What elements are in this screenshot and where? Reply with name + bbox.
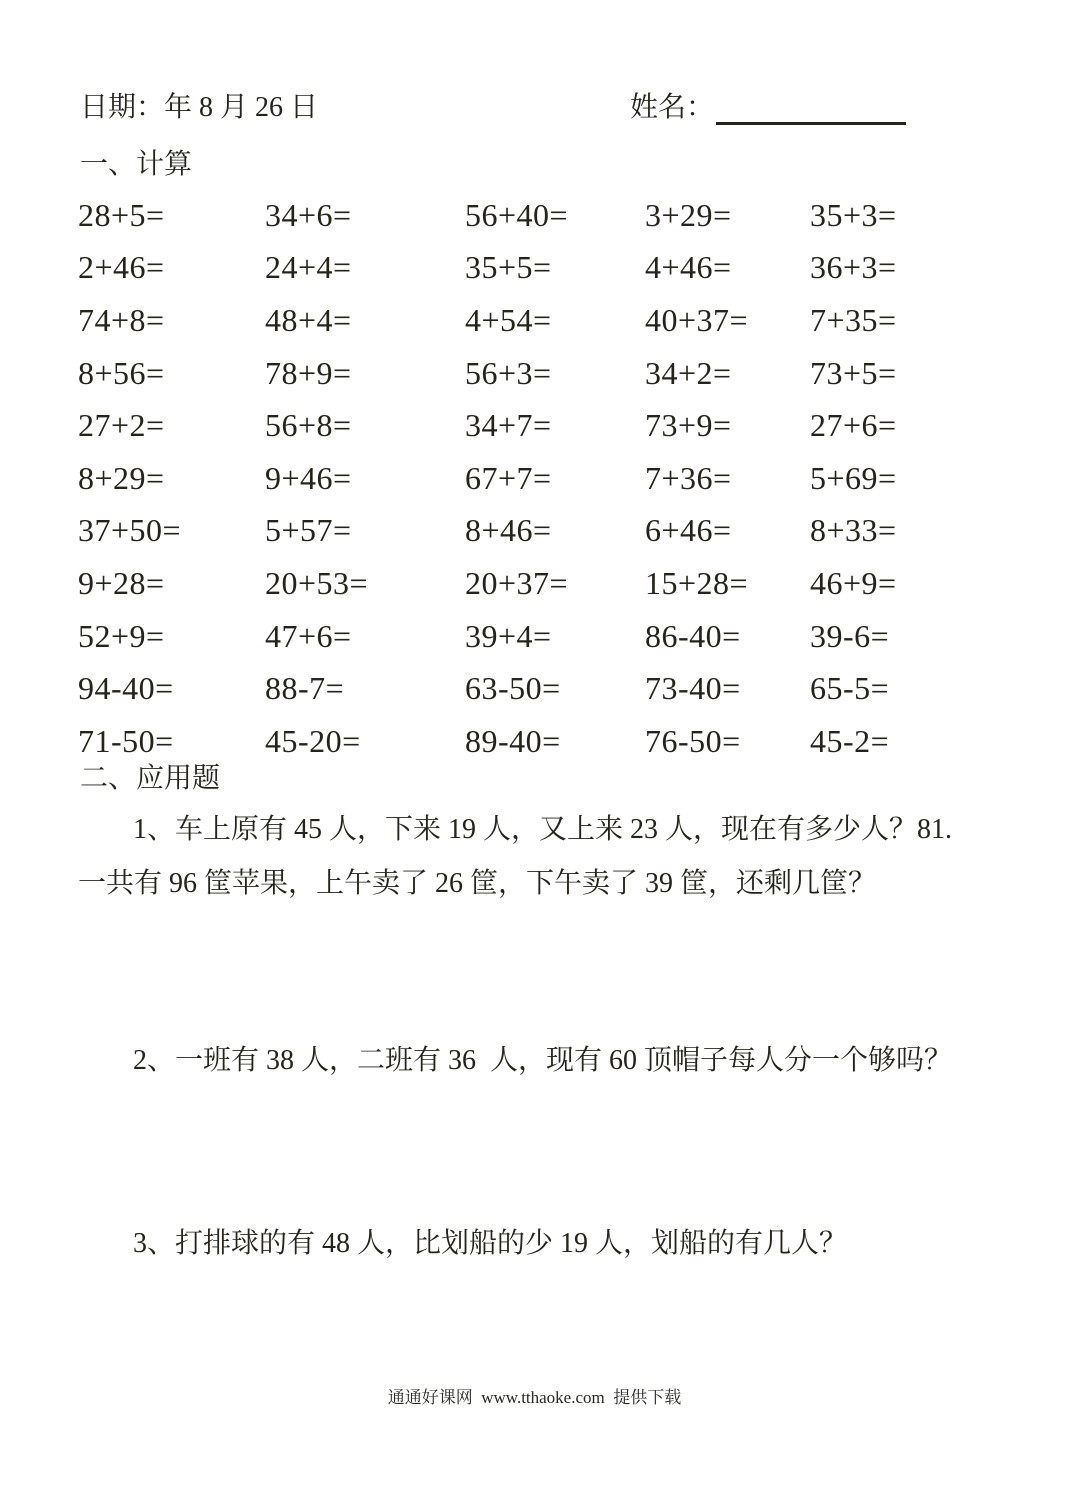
math-problem: 20+53= bbox=[265, 564, 369, 601]
math-problem: 47+6= bbox=[265, 617, 352, 654]
math-problem: 8+29= bbox=[78, 459, 165, 496]
math-problem: 9+28= bbox=[78, 564, 165, 601]
math-problem: 36+3= bbox=[810, 249, 897, 286]
calc-row bbox=[78, 242, 990, 295]
math-problem: 8+46= bbox=[465, 512, 552, 549]
math-problem: 73+9= bbox=[645, 407, 732, 444]
math-problem: 67+7= bbox=[465, 459, 552, 496]
math-problem: 34+2= bbox=[645, 354, 732, 391]
section-word-problems-title: 二、应用题 bbox=[80, 763, 221, 794]
math-problem: 4+46= bbox=[645, 249, 732, 286]
word-problem-3: 3、打排球的有 48 人，比划船的少 19 人，划船的有几人？ bbox=[133, 1228, 848, 1259]
math-problem: 4+54= bbox=[465, 301, 552, 338]
math-problem: 2+46= bbox=[78, 249, 165, 286]
math-problem: 89-40= bbox=[465, 722, 561, 759]
math-problem: 45-2= bbox=[810, 722, 890, 759]
calc-row bbox=[78, 399, 990, 452]
calc-row bbox=[78, 294, 990, 347]
math-problem: 35+3= bbox=[810, 196, 897, 233]
math-problem: 27+6= bbox=[810, 407, 897, 444]
math-problem: 56+40= bbox=[465, 196, 569, 233]
math-problem: 48+4= bbox=[265, 301, 352, 338]
calc-problems-grid bbox=[78, 189, 990, 768]
math-problem: 8+33= bbox=[810, 512, 897, 549]
math-problem: 40+37= bbox=[645, 301, 749, 338]
math-problem: 6+46= bbox=[645, 512, 732, 549]
name-label: 姓名： bbox=[630, 92, 715, 123]
calc-row bbox=[78, 505, 990, 558]
math-problem: 56+8= bbox=[265, 407, 352, 444]
math-problem: 28+5= bbox=[78, 196, 165, 233]
math-problem: 78+9= bbox=[265, 354, 352, 391]
calc-row bbox=[78, 715, 990, 768]
math-problem: 3+29= bbox=[645, 196, 732, 233]
math-problem: 5+57= bbox=[265, 512, 352, 549]
math-problem: 73+5= bbox=[810, 354, 897, 391]
calc-row bbox=[78, 662, 990, 715]
math-problem: 5+69= bbox=[810, 459, 897, 496]
math-problem: 37+50= bbox=[78, 512, 182, 549]
math-problem: 20+37= bbox=[465, 564, 569, 601]
math-problem: 9+46= bbox=[265, 459, 352, 496]
math-problem: 8+56= bbox=[78, 354, 165, 391]
name-blank-underline bbox=[716, 95, 906, 125]
footer-source-text: 通通好课网 www.tthaoke.com 提供下载 bbox=[387, 1388, 682, 1407]
math-problem: 24+4= bbox=[265, 249, 352, 286]
calc-row bbox=[78, 452, 990, 505]
math-problem: 94-40= bbox=[78, 670, 174, 707]
math-problem: 7+35= bbox=[810, 301, 897, 338]
math-problem: 74+8= bbox=[78, 301, 165, 338]
math-problem: 34+6= bbox=[265, 196, 352, 233]
math-problem: 39-6= bbox=[810, 617, 890, 654]
calc-row bbox=[78, 557, 990, 610]
date-label: 日期：年 8 月 26 日 bbox=[80, 92, 319, 123]
math-problem: 46+9= bbox=[810, 564, 897, 601]
math-problem: 34+7= bbox=[465, 407, 552, 444]
math-problem: 86-40= bbox=[645, 617, 741, 654]
math-problem: 71-50= bbox=[78, 722, 174, 759]
math-problem: 76-50= bbox=[645, 722, 741, 759]
word-problem-2: 2、一班有 38 人，二班有 36 人，现有 60 顶帽子每人分一个够吗？ bbox=[133, 1045, 953, 1076]
math-problem: 73-40= bbox=[645, 670, 741, 707]
section-calc-title: 一、计算 bbox=[80, 149, 193, 180]
math-problem: 15+28= bbox=[645, 564, 749, 601]
math-problem: 39+4= bbox=[465, 617, 552, 654]
math-problem: 63-50= bbox=[465, 670, 561, 707]
math-problem: 27+2= bbox=[78, 407, 165, 444]
calc-row bbox=[78, 610, 990, 663]
math-problem: 7+36= bbox=[645, 459, 732, 496]
word-problem-1-line-1: 1、车上原有 45 人，下来 19 人，又上来 23 人，现在有多少人？81. bbox=[133, 814, 953, 845]
math-problem: 45-20= bbox=[265, 722, 361, 759]
math-problem: 35+5= bbox=[465, 249, 552, 286]
math-problem: 65-5= bbox=[810, 670, 890, 707]
name-field bbox=[630, 90, 906, 125]
word-problem-1-line-2: 一共有 96 筐苹果，上午卖了 26 筐，下午卖了 39 筐，还剩几筐？ bbox=[78, 868, 877, 899]
math-problem: 88-7= bbox=[265, 670, 345, 707]
calc-row bbox=[78, 347, 990, 400]
math-problem: 56+3= bbox=[465, 354, 552, 391]
math-problem: 52+9= bbox=[78, 617, 165, 654]
calc-row bbox=[78, 189, 990, 242]
